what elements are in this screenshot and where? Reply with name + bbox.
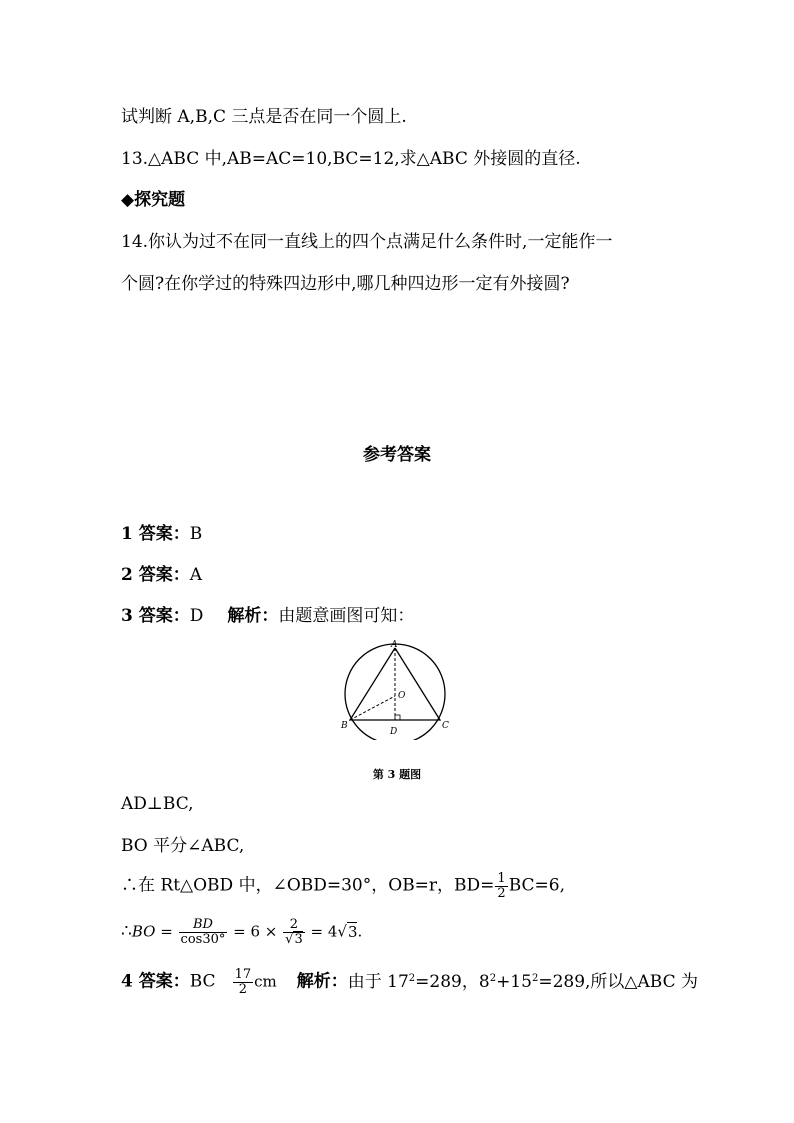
- answer-4-value: BC: [189, 971, 216, 992]
- step-rt-triangle-post: BC=6,: [508, 875, 565, 896]
- step-rt-triangle: [121, 872, 565, 900]
- answer-2-value: A: [189, 565, 203, 585]
- answer-3-analysis-label: 解析：: [227, 606, 279, 626]
- answer-2-label: 2 答案：: [121, 565, 190, 585]
- label-o: O: [398, 691, 406, 701]
- label-c: C: [442, 721, 449, 731]
- question-14-line1: 14.你认为过不在同一直线上的四个点满足什么条件时,一定能作一: [121, 232, 613, 252]
- label-a: A: [391, 640, 398, 650]
- answer-1-label: 1 答案：: [121, 524, 190, 544]
- formula-end-sqrt: 3: [347, 922, 358, 941]
- answer-3-analysis: 由题意画图可知：: [278, 606, 415, 626]
- question-13: 13.△ABC 中,AB=AC=10,BC=12,求△ABC 外接圆的直径.: [121, 149, 581, 169]
- step-ad-perp-bc: AD⊥BC,: [121, 794, 194, 814]
- answer-4-unit: cm: [254, 972, 277, 991]
- fraction-bd-over-cos: $\frac{BD}{\cos 30^\circ}$: [180, 917, 226, 947]
- formula-eq1: =: [155, 922, 178, 941]
- formula-end-dot: .: [357, 922, 363, 941]
- formula-bo: BO: [131, 922, 156, 941]
- label-b: B: [341, 721, 348, 731]
- formula-mid: = 6 ×: [228, 922, 283, 941]
- step-rt-triangle-pre: ∴在 Rt△OBD 中，∠OBD=30°，OB=r，BD=: [121, 875, 495, 896]
- label-d: D: [390, 727, 398, 737]
- answer-1: [121, 526, 202, 543]
- therefore-symbol: ∴: [121, 921, 132, 942]
- answer-4-analysis-label: 解析：: [296, 971, 348, 992]
- answer-4-analysis: 由于 $17^2=289$，$8^2+15^2=289$,所以△ABC 为: [347, 971, 698, 992]
- answer-1-value: B: [189, 524, 203, 544]
- fraction-two-over-sqrt3: $\frac{2}{√3}$: [285, 917, 303, 947]
- step-bo-bisects: BO 平分∠ABC,: [121, 836, 245, 856]
- answer-3-value: D: [189, 606, 204, 626]
- figure-caption: 第 3 题图: [372, 768, 422, 781]
- circle-triangle-figure: [335, 640, 455, 740]
- question-12-tail: 试判断 A,B,C 三点是否在同一个圆上.: [121, 107, 407, 127]
- formula-end: = 4: [305, 922, 338, 941]
- answers-title: 参考答案: [363, 445, 431, 465]
- right-angle-mark: [395, 715, 400, 720]
- answer-3: [121, 608, 414, 625]
- fraction-one-half: $\frac{1}{2}$: [497, 871, 506, 901]
- answer-4: [121, 968, 698, 996]
- answer-2: [121, 567, 202, 584]
- section-heading-explore: ◆探究题: [121, 190, 186, 210]
- fraction-17-over-2: $\frac{17}{2}$: [234, 967, 252, 997]
- answer-3-label: 3 答案：: [121, 606, 190, 626]
- question-14-line2: 个圆?在你学过的特殊四边形中,哪几种四边形一定有外接圆?: [121, 274, 570, 294]
- step-bo-formula: ∴BO = $\frac{BD}{\cos 30^\circ}$ = 6 × $\frac{2}{√3}$ = 4√3.: [121, 917, 363, 947]
- answer-4-label: 4 答案：: [121, 971, 190, 992]
